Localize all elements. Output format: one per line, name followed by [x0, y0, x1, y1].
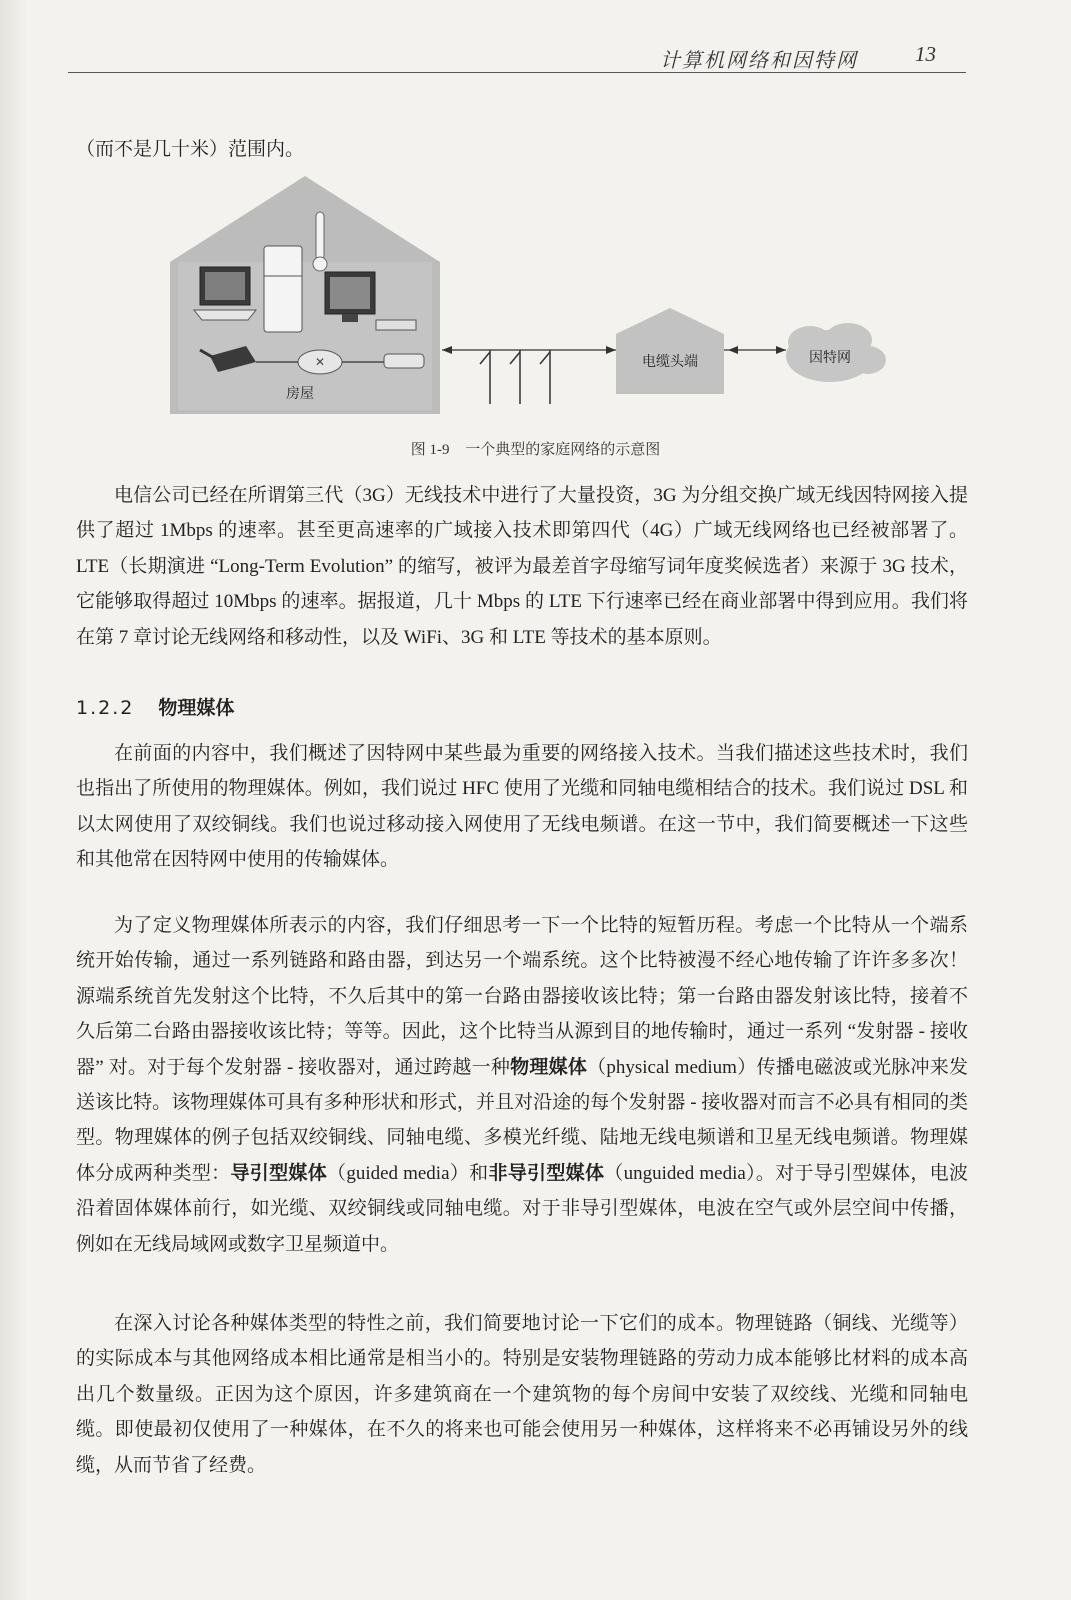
- figure-caption-text: 一个典型的家庭网络的示意图: [465, 442, 661, 458]
- paragraph-physical-media-definition: [76, 908, 968, 1262]
- lead-line: （而不是几十米）范围内。: [76, 138, 305, 160]
- headend-label: 电缆头端: [642, 355, 698, 370]
- paragraph-3-part1: 为了定义物理媒体所表示的内容，我们仔细思考一下一个比特的短暂历程。考虑一个比特从一个端系统开始传输，通过一系列链路和路由器，到达另一个端系统。这个比特被漫不经心地传输了许许多多次！源端系统首先发射这个比特，不久后其中的第一台路由器接收该比特；第一台路由器发射该比特，接着不久后第二台路由器接收该比特；等等。因此，这个比特当从源到目的地传输时，通过一系列 “发射器 - 接收器” 对。对于每个发射器 - 接收器对，通过跨越一种: [76, 915, 968, 1078]
- keyboard-icon: [376, 320, 416, 330]
- laptop-icon: [194, 267, 256, 320]
- home-network-diagram: [170, 172, 890, 422]
- figure-caption: [0, 438, 1071, 459]
- paragraph-3-text: [76, 908, 968, 1262]
- paragraph-physical-media-intro: [76, 736, 968, 878]
- internet-label: 因特网: [809, 351, 851, 366]
- paragraph-3-part4: （unguided media）。对于导引型媒体，电波沿着固体媒体前行，如光缆、双绞铜线或同轴电缆。对于非导引型媒体，电波在空气或外层空间中传播，例如在无线局域网或数字卫星频道中。: [76, 1162, 968, 1255]
- cable-headend-building: [616, 308, 724, 394]
- page-number: 13: [915, 42, 936, 66]
- router-icon: [298, 350, 342, 374]
- house-label: 房屋: [286, 387, 314, 402]
- section-heading: [76, 693, 234, 720]
- term-physical-medium: 物理媒体: [510, 1055, 588, 1078]
- paragraph-4-text: 在深入讨论各种媒体类型的特性之前，我们简要地讨论一下它们的成本。物理链路（铜线、光缆等）的实际成本与其他网络成本相比通常是相当小的。特别是安装物理链路的劳动力成本能够比材料的成本高出几个数量级。正因为这个原因，许多建筑商在一个建筑物的每个房间中安装了双绞线、光缆和同轴电缆。即使最初仅使用了一种媒体，在不久的将来也可能会使用另一种媒体，这样将来不必再铺设另外的线缆，从而节省了经费。: [76, 1313, 968, 1476]
- svg-text:✕: ✕: [314, 355, 326, 369]
- section-title: 物理媒体: [158, 697, 235, 719]
- refrigerator-icon: [264, 246, 302, 332]
- term-unguided-media: 非导引型媒体: [488, 1161, 605, 1184]
- paragraph-wireless-access: [76, 478, 968, 655]
- coax-cable-link: [442, 346, 616, 404]
- header-title: 计算机网络和因特网: [660, 48, 858, 72]
- paragraph-3-part3: （guided media）和: [327, 1162, 489, 1184]
- paragraph-3-part2: （physical medium）传播电磁波或光脉冲来发送该比特。该物理媒体可具有多种形状和形式，并且对沿途的每个发射器 - 接收器对而言不必具有相同的类型。物理媒体的例子包括双绞铜线、同轴电缆、多模光纤缆、陆地无线电频谱和卫星无线电频谱。物理媒体分成两种类型：: [76, 1056, 968, 1184]
- paragraph-1-text: 电信公司已经在所谓第三代（3G）无线技术中进行了大量投资，3G 为分组交换广域无线因特网接入提供了超过 1Mbps 的速率。甚至更高速率的广域接入技术即第四代（4G）广域无线网络也已经被部署了。LTE（长期演进 “Long-Term Evolution” 的缩写，被评为最差首字母缩写词年度奖候选者）来源于 3G 技术，它能够取得超过 10Mbps 的速率。据报道，几十 Mbps 的 LTE 下行速率已经在商业部署中得到应用。我们将在第 7 章讨论无线网络和移动性，以及 WiFi、3G 和 LTE 等技术的基本原则。: [76, 485, 968, 648]
- section-number: 1.2.2: [76, 697, 135, 719]
- page-edge-shadow: [0, 0, 28, 1600]
- term-guided-media: 导引型媒体: [230, 1161, 328, 1184]
- running-header: [68, 40, 966, 73]
- wireless-access-point-icon: [384, 354, 424, 368]
- home-network-figure: [170, 172, 890, 422]
- internet-cloud-icon: [786, 323, 886, 382]
- desktop-monitor-icon: [325, 272, 375, 322]
- paragraph-media-cost: [76, 1306, 968, 1483]
- figure-caption-number: 图 1-9: [410, 442, 450, 458]
- paragraph-2-text: 在前面的内容中，我们概述了因特网中某些最为重要的网络接入技术。当我们描述这些技术时，我们也指出了所使用的物理媒体。例如，我们说过 HFC 使用了光缆和同轴电缆相结合的技术。我们说过 DSL 和以太网使用了双绞铜线。我们也说过移动接入网使用了无线电频谱。在这一节中，我们简要概述一下这些和其他常在因特网中使用的传输媒体。: [76, 743, 968, 871]
